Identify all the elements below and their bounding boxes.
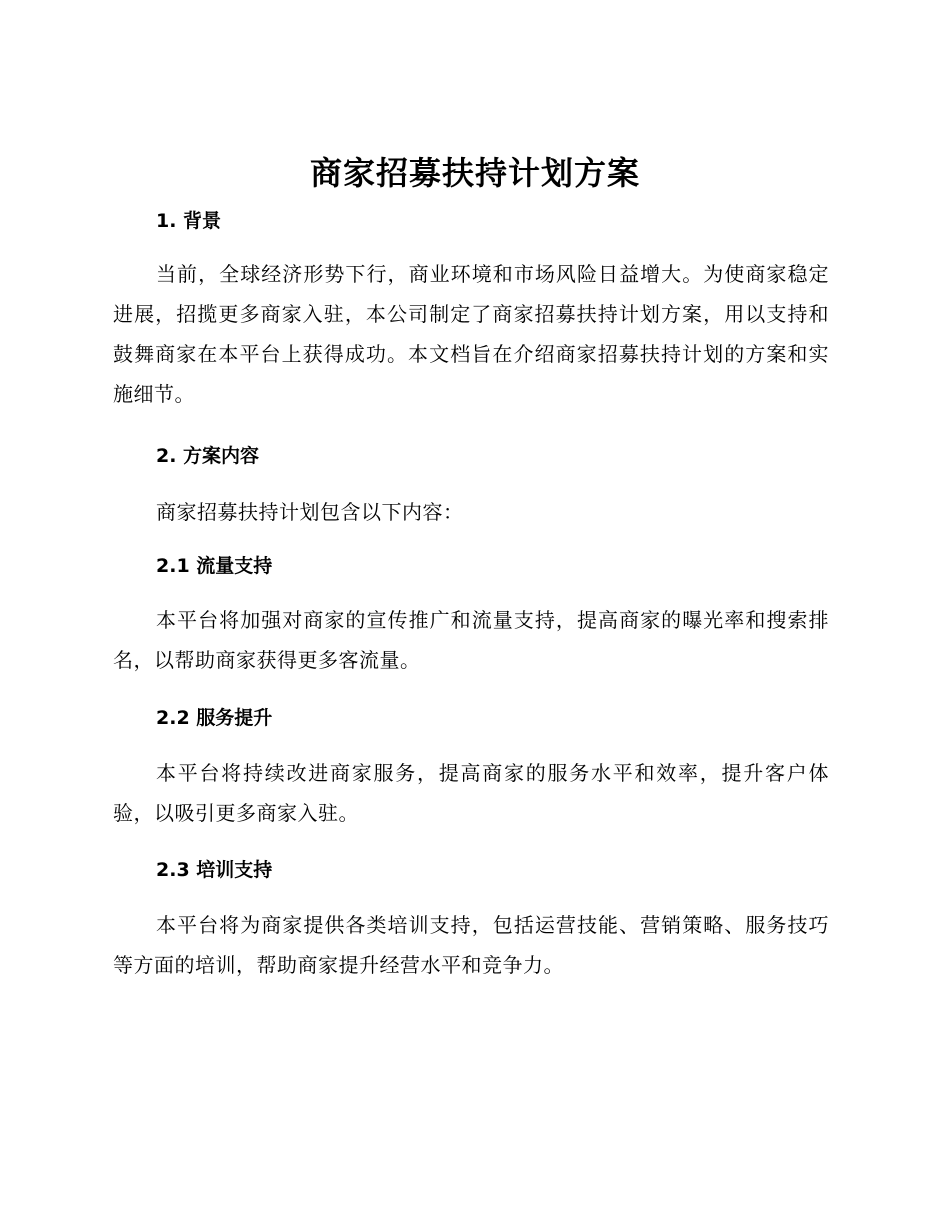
section-paragraph-plan-content: 商家招募扶持计划包含以下内容： [156, 500, 464, 524]
section-heading-training-support: 2.3 培训支持 [156, 859, 273, 881]
section-heading-service-improvement: 2.2 服务提升 [156, 707, 273, 729]
section-heading-plan-content: 2. 方案内容 [156, 445, 260, 467]
section-paragraph-service-improvement: 本平台将持续改进商家服务，提高商家的服务水平和效率，提升客户体验，以吸引更多商家入驻。 [113, 761, 829, 825]
document-title: 商家招募扶持计划方案 [309, 154, 640, 192]
section-heading-traffic-support: 2.1 流量支持 [156, 555, 273, 577]
section-heading-background: 1. 背景 [156, 210, 222, 232]
section-paragraph-traffic-support: 本平台将加强对商家的宣传推广和流量支持，提高商家的曝光率和搜索排名，以帮助商家获得更多客流量。 [113, 608, 829, 672]
section-paragraph-background: 当前，全球经济形势下行，商业环境和市场风险日益增大。为使商家稳定进展，招揽更多商家入驻，本公司制定了商家招募扶持计划方案，用以支持和鼓舞商家在本平台上获得成功。本文档旨在介绍商家招募扶持计划的方案和实施细节。 [113, 262, 829, 406]
section-paragraph-training-support: 本平台将为商家提供各类培训支持，包括运营技能、营销策略、服务技巧等方面的培训，帮助商家提升经营水平和竞争力。 [113, 913, 829, 977]
